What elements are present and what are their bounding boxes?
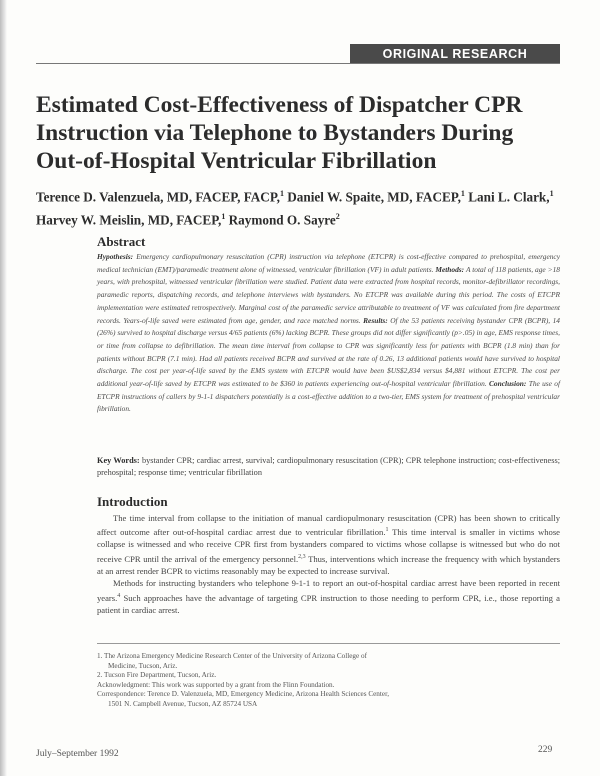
section-banner: ORIGINAL RESEARCH — [350, 44, 560, 64]
paragraph-text: The time interval from collapse to the initiation of manual cardiopulmonary resuscitation (CPR) has been shown to critically affect outcome after out-of-hospital cardiac arrest due to ventricular fibrillation. — [97, 513, 560, 538]
paragraph-text: This time interval is smaller in victims whose collapse is witnessed and who receive CPR first from bystanders compared to victims whose collapse is witnessed but who do not receive CPR until the arrival of the emergency personnel. — [97, 527, 560, 564]
correspondence: Correspondence: Terence D. Valenzuela, MD, Emergency Medicine, Arizona Health Sciences Center, — [97, 690, 389, 699]
paragraph-text: Methods for instructing bystanders who telephone 9-1-1 to report an out-of-hospital cardiac arrest have been reported in recent years. — [97, 578, 560, 603]
paragraph-text: Thus, interventions which increase the frequency with which bystanders at an arrest render BCPR to victims reasonably may be expected to increase survival. — [97, 553, 560, 576]
affiliation-mark: 1 — [221, 212, 226, 222]
introduction-body — [97, 512, 560, 616]
hypothesis-label: Hypothesis: — [97, 252, 134, 261]
affiliation-mark: 1 — [460, 189, 465, 198]
affiliation-mark: 1 — [549, 189, 554, 198]
reference-mark: 2,3 — [298, 553, 306, 560]
article-title: Estimated Cost-Effectiveness of Dispatcher CPR Instruction via Telephone to Bystanders During Out-of-Hospital Ventricular Fibrillation — [36, 92, 523, 174]
conclusion-label: Conclusion: — [489, 379, 527, 389]
issue-date: July–September 1992 — [36, 749, 119, 759]
footnote: 1. The Arizona Emergency Medicine Research Center of the University of Arizona College of — [97, 652, 367, 660]
methods-text: A total of 118 patients, age >18 years, with prehospital, witnessed ventricular fibrillation were studied. Patient data were extracted from hospital records, monitor-defibrillator recordings, paramedic reports, dispatching records, and telephone interviews with bystanders. No ETCPR was available during this period. The costs of ETCPR implementation were estimated retrospectively. Marginal cost of the paramedic service attributable to treatment of VF was calculated from fire department records. Years-of-life saved were estimated from age, gender, and race matched norms. — [97, 264, 560, 325]
keywords-text: bystander CPR; cardiac arrest, survival; cardiopulmonary resuscitation (CPR); CPR telephone instruction; cost-effectiveness; prehospital; response time; ventricular fibrillation — [97, 456, 560, 478]
affiliation-mark: 1 — [279, 189, 284, 198]
keywords-label: Key Words: — [97, 456, 140, 465]
author-name: Raymond O. Sayre — [228, 212, 336, 228]
paragraph — [97, 577, 560, 616]
author-list — [36, 184, 566, 231]
author-name: Daniel W. Spaite, MD, FACEP, — [287, 189, 461, 205]
correspondence-address: 1501 N. Campbell Avenue, Tucson, AZ 85724 USA — [108, 699, 258, 708]
results-text: Of the 53 patients receiving bystander CPR (BCPR), 14 (26%) survived to hospital discharge versus 4/65 patients (6%) lacking BCPR. These groups did not differ significantly (p>.05) in age, EMS response times, or time from collapse to defibrillation. The mean time interval from collapse to CPR was significantly less for patients with BCPR (1.8 min) than for patients without BCPR (7.1 min). Had all patients received BCPR and survived at the rate of 0.26, 13 additional patients would have survived to hospital discharge. The cost per year-of-life saved by the EMS system with ETCPR would have been $US$2,834 versus $4,881 without ETCPR. The cost per additional year-of-life saved by ETCPR was estimated to be $360 in patients experiencing out-of-hospital ventricular fibrillation. — [97, 315, 560, 389]
footnote-rule — [97, 643, 560, 644]
header-rule — [36, 63, 560, 64]
hypothesis-text: Emergency cardiopulmonary resuscitation (CPR) instruction via telephone (ETCPR) is cost-effective compared to prehospital, emergency medical technician (EMT)/paramedic treatment alone of witnessed, ventricular fibrillation (VF) in adult patients. — [97, 252, 560, 274]
results-label: Results: — [363, 315, 388, 325]
paragraph — [97, 512, 560, 577]
footnote: 2. Tucson Fire Department, Tucson, Ariz. — [97, 671, 217, 680]
author-name: Harvey W. Meislin, MD, FACEP, — [36, 212, 222, 228]
footnotes — [97, 652, 560, 710]
paragraph-text: Such approaches have the advantage of targeting CPR instruction to those needing to perform CPR, i.e., those reporting a patient in cardiac arrest. — [97, 592, 560, 615]
methods-label: Methods: — [435, 264, 465, 274]
acknowledgment: Acknowledgment: This work was supported by a grant from the Flinn Foundation. — [97, 680, 335, 689]
reference-mark: 4 — [117, 592, 121, 599]
page-binding-shadow — [0, 0, 7, 776]
abstract-body — [97, 251, 560, 416]
affiliation-mark: 2 — [335, 212, 340, 222]
keywords — [97, 455, 560, 480]
abstract-heading: Abstract — [97, 234, 146, 249]
reference-mark: 1 — [385, 527, 389, 534]
introduction-heading: Introduction — [97, 494, 168, 509]
conclusion-text: The use of ETCPR instructions of callers by 9-1-1 dispatchers potentially is a cost-effective addition to a two-tier, EMS system for treatment of prehospital ventricular fibrillation. — [97, 379, 560, 414]
page-number: 229 — [538, 745, 553, 755]
author-name: Lani L. Clark, — [468, 189, 550, 205]
footnote-continued: Medicine, Tucson, Ariz. — [108, 661, 178, 670]
author-name: Terence D. Valenzuela, MD, FACEP, FACP, — [36, 189, 280, 205]
